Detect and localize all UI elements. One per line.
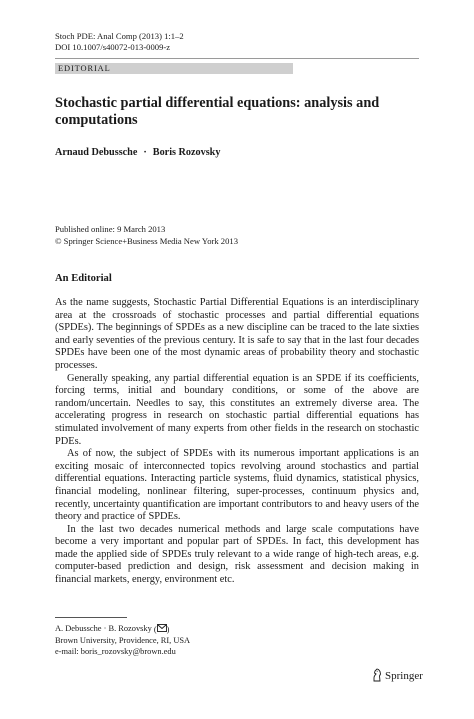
author-separator: · xyxy=(143,147,147,158)
author-name: Arnaud Debussche xyxy=(55,147,138,158)
section-tag: EDITORIAL xyxy=(58,64,111,73)
journal-citation: Stoch PDE: Anal Comp (2013) 1:1–2 xyxy=(55,31,184,41)
springer-knight-icon xyxy=(372,668,382,685)
body-paragraph: As of now, the subject of SPDEs with its numerous important applications is an exciting mosaic of interconnected topics revolving around stochastics and partial differential equations. Interacting particle systems, fluid dynamics, statistical physics, financial modeling, nonlinear filtering, super-processes, continuum physics and, recently, uncertainty quantification are important contributors to and heavy users of the theory and practice of SPDEs. xyxy=(55,448,419,523)
publisher-name: Springer xyxy=(385,670,423,682)
author-list xyxy=(55,147,220,158)
doi[interactable]: DOI 10.1007/s40072-013-0009-z xyxy=(55,42,171,52)
footnote-rule xyxy=(55,617,127,618)
envelope-icon: ( ) xyxy=(153,625,170,634)
footnote-email[interactable]: e-mail: boris_rozovsky@brown.edu xyxy=(55,647,176,656)
footnote-affiliation: Brown University, Providence, RI, USA xyxy=(55,636,191,645)
body-paragraph: As the name suggests, Stochastic Partial Differential Equations is an interdisciplinary area at the crossroads of stochastic processes and partial differential equations (SPDEs). The beginnings of SPDEs as a new discipline can be traced to the late sixties and early seventies of the previous century. It is safe to say that in the last four decades SPDEs have been one of the most dynamic areas of probability theory and stochastic processes. xyxy=(55,297,419,371)
section-heading: An Editorial xyxy=(55,273,112,284)
footnote-authors: A. Debussche · B. Rozovsky xyxy=(55,624,152,633)
footnote-authors-line xyxy=(55,623,190,635)
article-title: Stochastic partial differential equations: analysis and computations xyxy=(55,95,380,128)
publication-info xyxy=(55,224,238,247)
body-paragraph: In the last two decades numerical methods and large scale computations have become a very important and popular part of SPDEs. In fact, this development has made the applied side of SPDEs truly relevant to a wide range of high-tech areas, e.g. computer-based prediction and design, risk assessment and decision making in financial markets, energy, environment etc. xyxy=(55,523,419,586)
author-name: Boris Rozovsky xyxy=(152,147,221,158)
published-date: Published online: 9 March 2013 xyxy=(55,224,166,234)
body-paragraph: Generally speaking, any partial differential equation is an SPDE if its coefficients, forcing terms, initial and boundary conditions, or some of the above are random/uncertain. Needles to say, this constitutes an extremely diverse area. The accelerating progress in research on stochastic partial differential equations has stimulated involvement of many experts from other fields in the research on stochastic PDEs. xyxy=(55,372,419,447)
article-body xyxy=(55,297,419,587)
journal-header xyxy=(55,31,184,53)
author-footnote xyxy=(55,623,190,657)
publisher-logo xyxy=(372,668,423,685)
copyright-notice: © Springer Science+Business Media New York 2013 xyxy=(55,235,238,246)
header-rule xyxy=(55,58,419,59)
